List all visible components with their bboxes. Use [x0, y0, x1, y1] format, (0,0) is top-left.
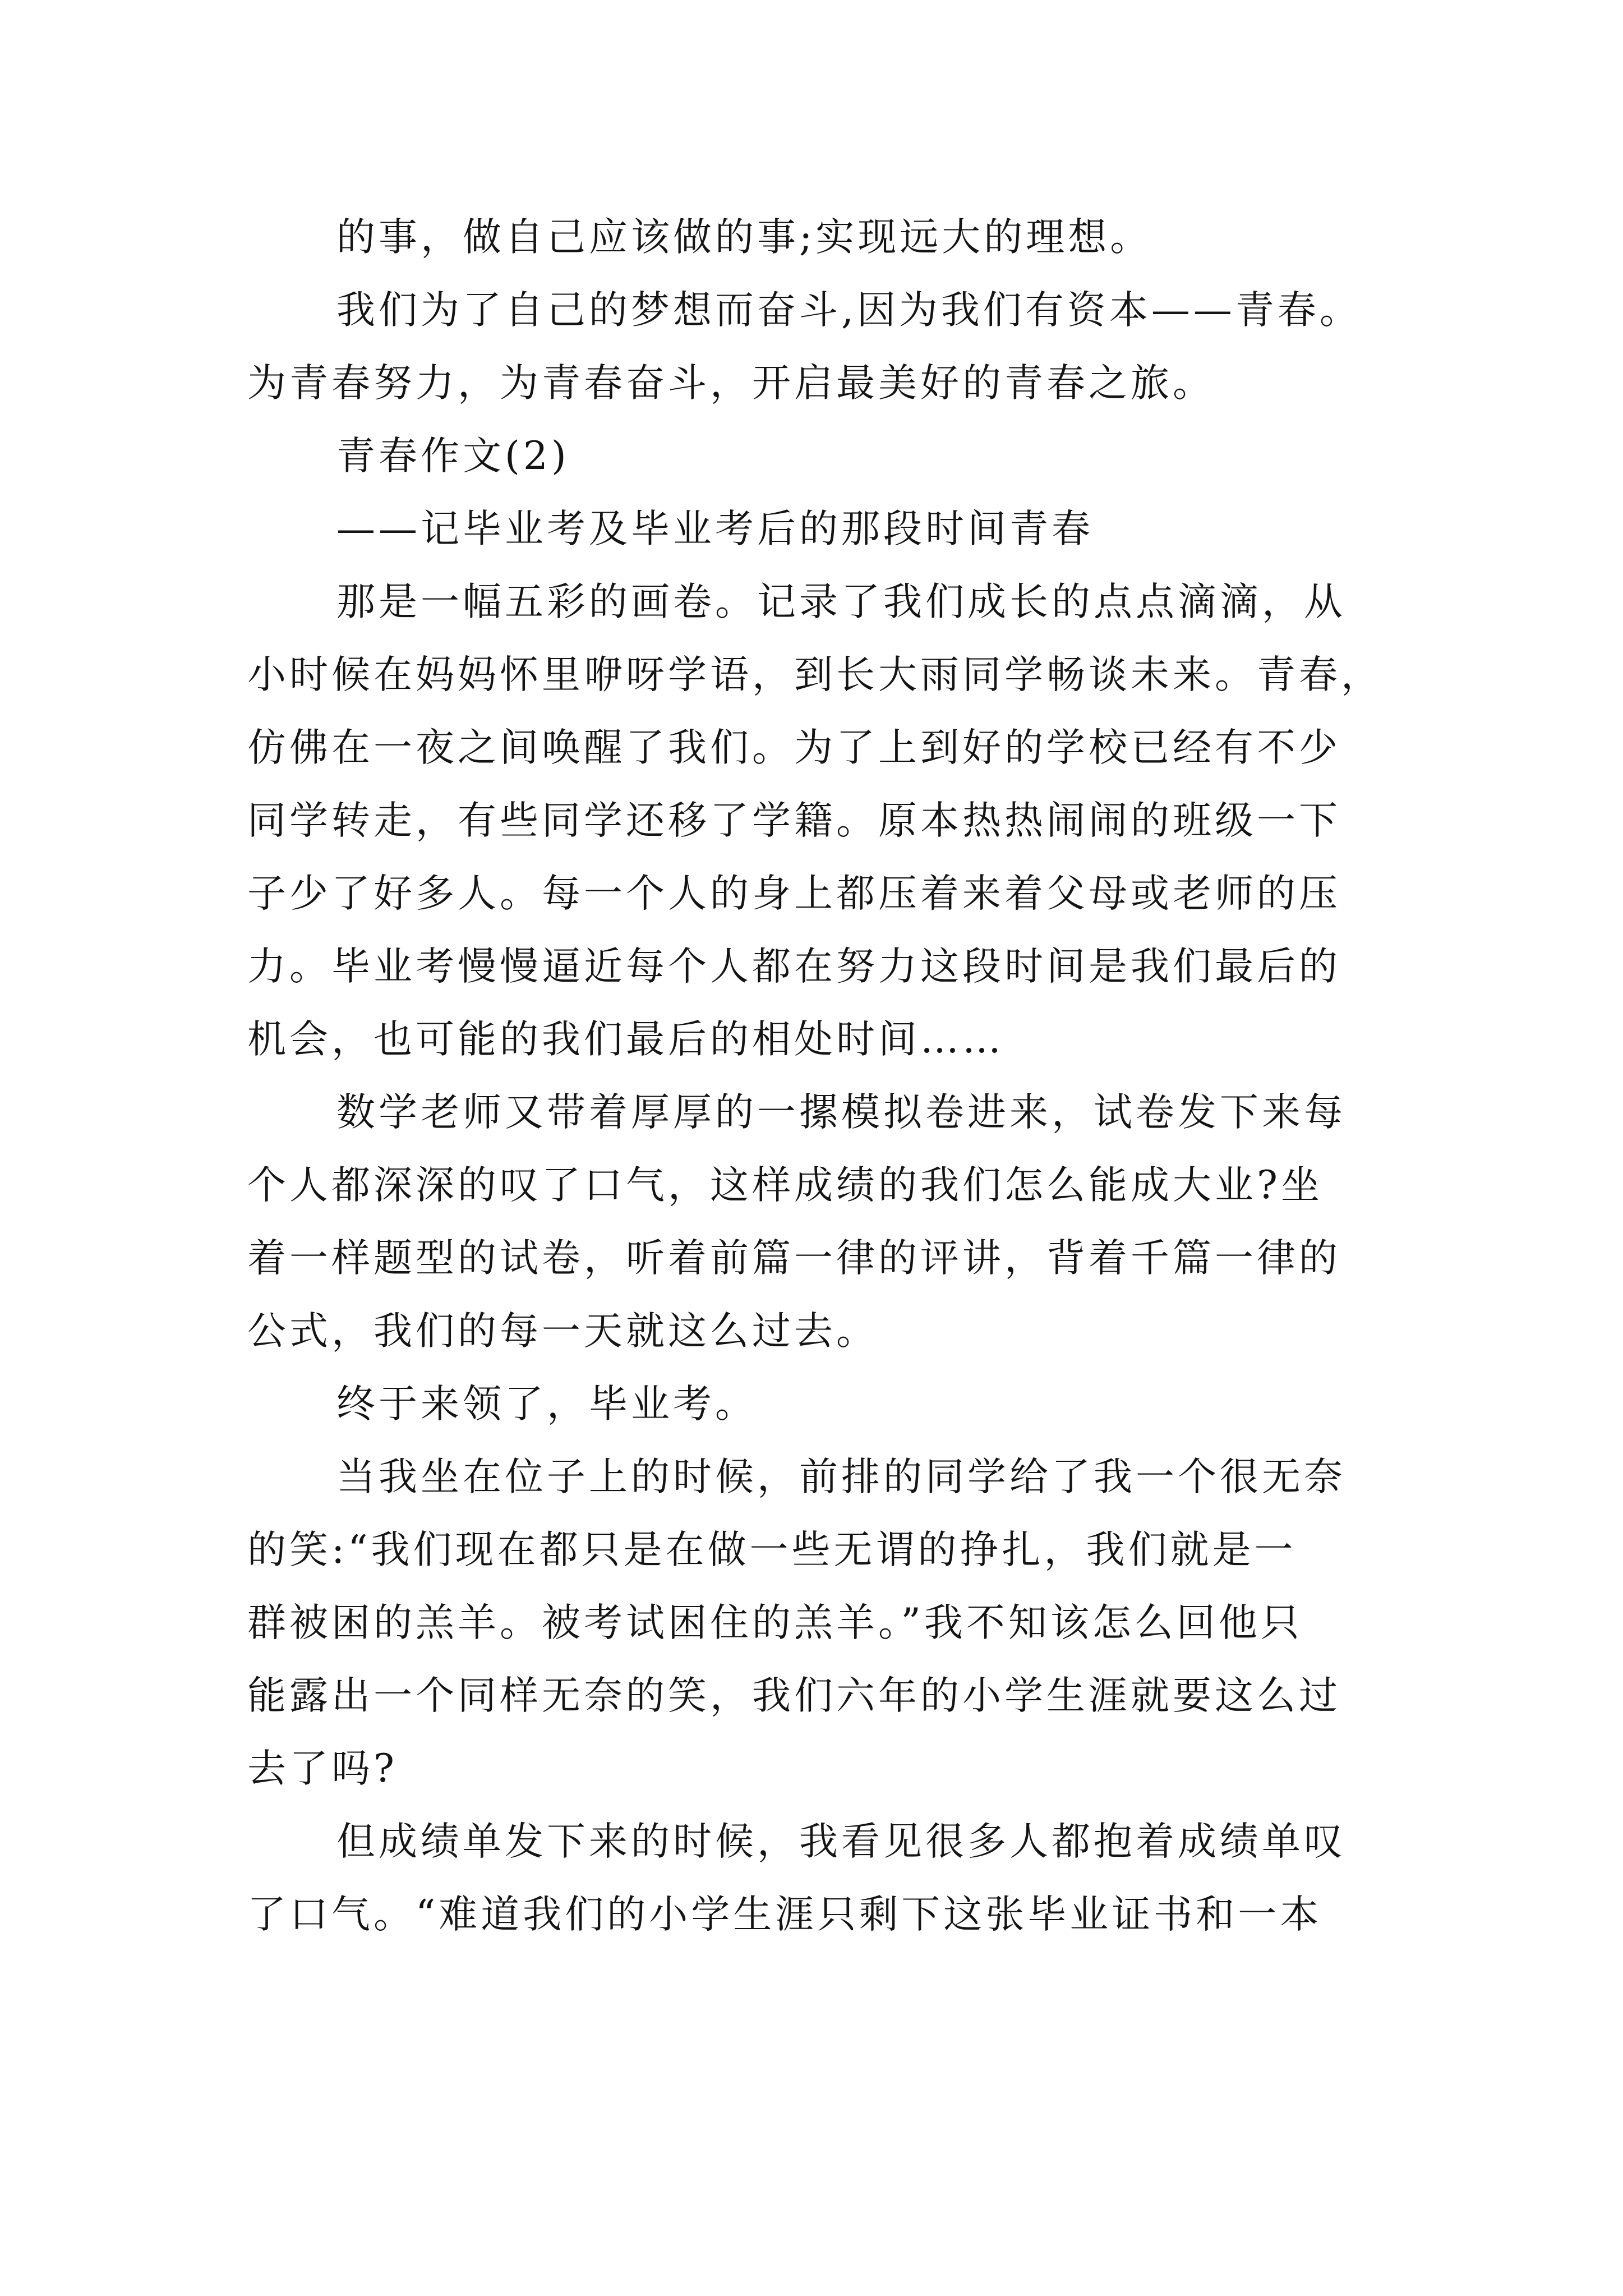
- text-line: 数学老师又带着厚厚的一摞模拟卷进来，试卷发下来每: [336, 1090, 1346, 1135]
- text-line: 仿佛在一夜之间唤醒了我们。为了上到好的学校已经有不少: [247, 725, 1341, 770]
- text-line: 但成绩单发下来的时候，我看见很多人都抱着成绩单叹: [336, 1819, 1346, 1864]
- section-subtitle: ——记毕业考及毕业考后的那段时间青春: [336, 507, 1094, 551]
- text-line: 那是一幅五彩的画卷。记录了我们成长的点点滴滴，从: [336, 579, 1346, 624]
- text-line: 的事，做自己应该做的事;实现远大的理想。: [336, 215, 1152, 260]
- text-line: 了口气。“难道我们的小学生涯只剩下这张毕业证书和一本: [247, 1892, 1322, 1937]
- text-line: 终于来领了，毕业考。: [336, 1382, 757, 1427]
- text-line: 的笑:“我们现在都只是在做一些无谓的挣扎，我们就是一: [247, 1527, 1297, 1572]
- section-title: 青春作文(2): [336, 434, 570, 478]
- text-line: 我们为了自己的梦想而奋斗,因为我们有资本——青春。: [336, 288, 1362, 333]
- text-line: 当我坐在位子上的时候，前排的同学给了我一个很无奈: [336, 1455, 1346, 1499]
- text-line: 能露出一个同样无奈的笑，我们六年的小学生涯就要这么过: [247, 1673, 1341, 1718]
- text-line: 机会，也可能的我们最后的相处时间……: [247, 1017, 1004, 1062]
- text-line: 小时候在妈妈怀里咿呀学语，到长大雨同学畅谈未来。青春，: [247, 652, 1383, 697]
- text-line: 群被困的羔羊。被考试困住的羔羊。”我不知该怎么回他只: [247, 1600, 1303, 1645]
- text-line: 着一样题型的试卷，听着前篇一律的评讲，背着千篇一律的: [247, 1236, 1341, 1281]
- text-line: 子少了好多人。每一个人的身上都压着来着父母或老师的压: [247, 871, 1341, 916]
- text-line: 同学转走，有些同学还移了学籍。原本热热闹闹的班级一下: [247, 798, 1341, 843]
- text-line: 公式，我们的每一天就这么过去。: [247, 1309, 878, 1354]
- text-line: 去了吗?: [247, 1746, 398, 1791]
- text-line: 力。毕业考慢慢逼近每个人都在努力这段时间是我们最后的: [247, 944, 1341, 989]
- text-line: 个人都深深的叹了口气，这样成绩的我们怎么能成大业?坐: [247, 1163, 1323, 1208]
- text-line: 为青春努力，为青春奋斗，开启最美好的青春之旅。: [247, 361, 1215, 406]
